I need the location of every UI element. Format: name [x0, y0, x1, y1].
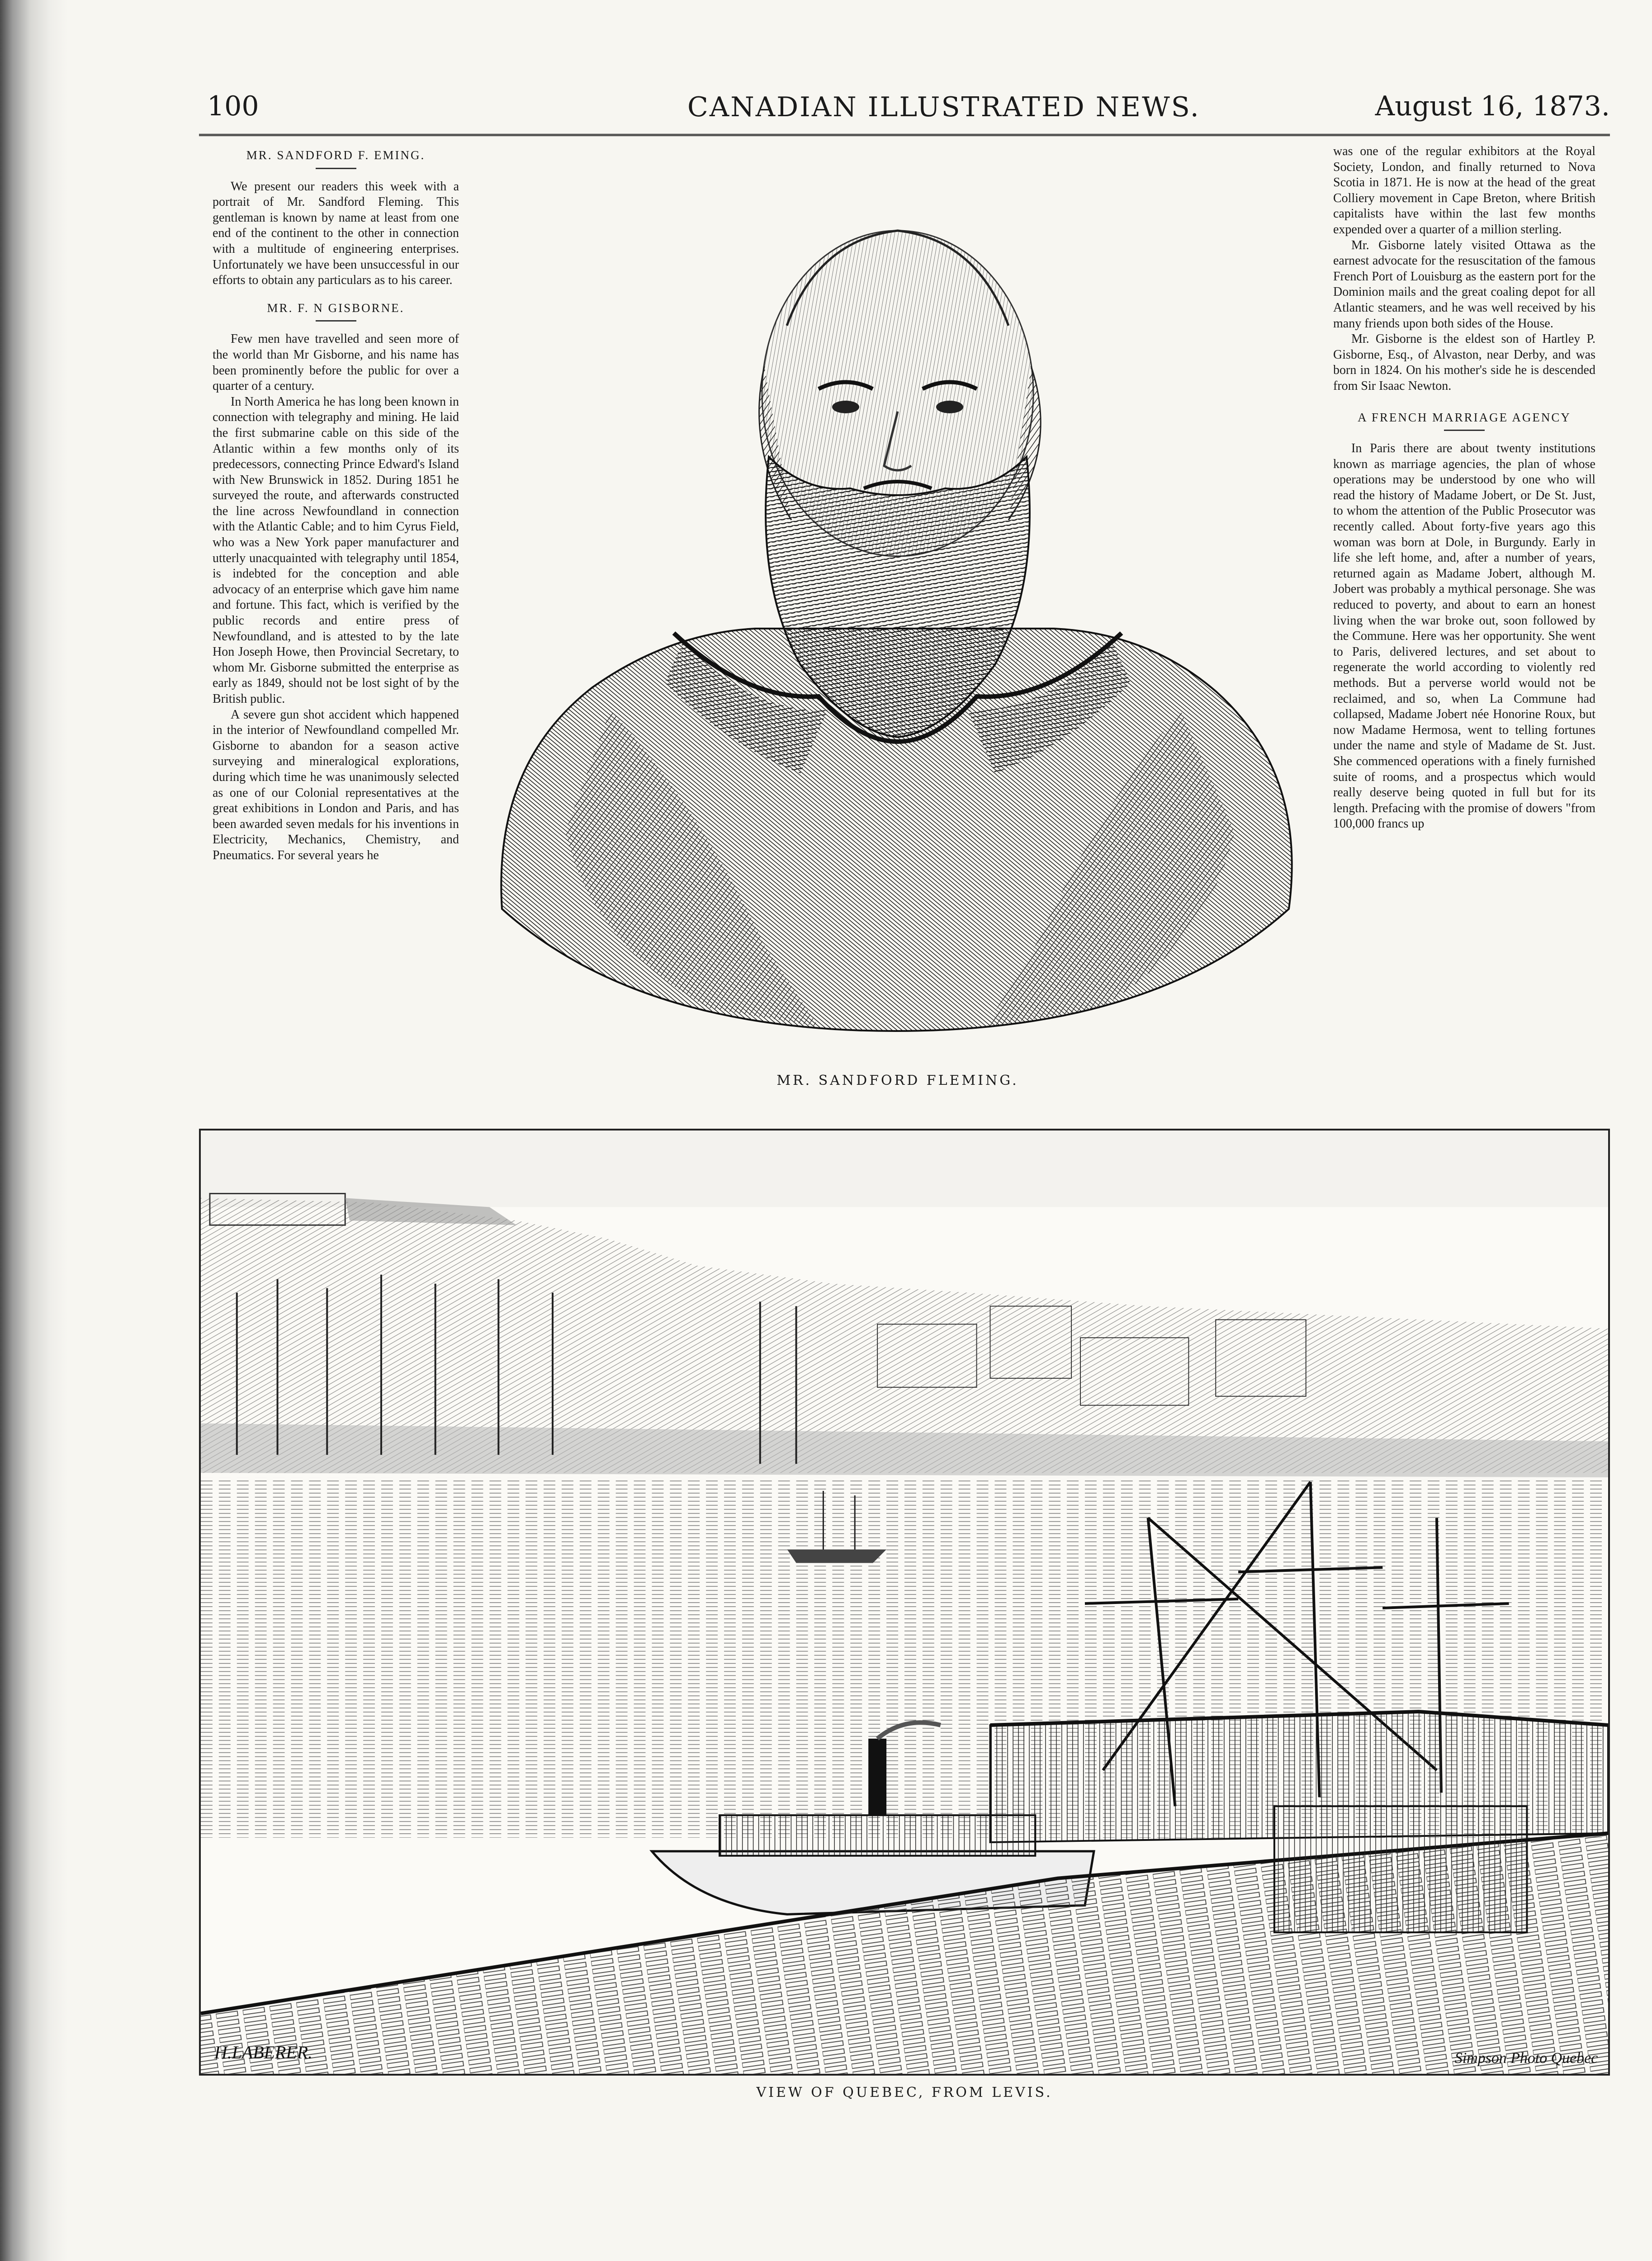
article-paragraph: A severe gun shot accident which happened in the interior of Newfoundland compelled Mr. Gisborne to abandon for a season active surveying and mineralogical explorations, during which time he was unanimously selected as one of our Colonial representatives at the great exhibitions in London and Paris, and has been awarded seven medals for his inventions in Electricity, Mechanics, Chemistry, and Pneumatics. For several years he [213, 707, 459, 862]
heading-rule [1444, 430, 1485, 431]
article-paragraph: Few men have travelled and seen more of the world than Mr Gisborne, and his name has been prominently before the public for over a quarter of a century. [213, 332, 459, 393]
article-paragraph: In North America he has long been known in connection with telegraphy and mining. He laid the first submarine cable on this side of the Atlantic within a few months only of its predecessors, connecting Prince Edward's Island with New Brunswick in 1852. During 1851 he surveyed the route, and afterwards constructed the line across Newfoundland in connection with the Atlantic Cable; and to him Cyrus Field, who was a New York paper manufacturer and utterly unacquainted with telegraphy until 1854, is indebted for the conception and able advocacy of an enterprise which gave him name and fortune. This fact, which is verified by the public records and entire press of Newfoundland, and is attested to by the late Hon Joseph Howe, then Provincial Secretary, to whom Mr. Gisborne submitted the enterprise as early as 1849, should not be lost sight of by the British public. [213, 394, 459, 706]
header-rule [199, 134, 1610, 136]
article-paragraph: was one of the regular exhibitors at the Royal Society, London, and finally returned to Nova Scotia in 1871. He is now at the head of the great Colliery movement in Cape Breton, where British capitalists have within the last few months expended over a quarter of a million sterling. [1333, 144, 1595, 237]
article-paragraph: We present our readers this week with a portrait of Mr. Sandford Fleming. This gentleman is known by name at least from one end of the continent to the other in connection with a multitude of engineering enterprises. Unfortunately we have been unsuccessful in our efforts to obtain any particulars as to his career. [213, 179, 459, 288]
issue-date: August 16, 1873. [1375, 90, 1610, 122]
heading-rule [316, 320, 356, 322]
engraver-signature: H.LABERER. [214, 2042, 313, 2063]
article-paragraph: Mr. Gisborne lately visited Ottawa as the earnest advocate for the resuscitation of the famous French Port of Louisburg as the eastern port for the Dominion mails and the great coaling depot for all Atlantic steamers, and he was well received by his many friends upon both sides of the House. [1333, 238, 1595, 331]
page-number: 100 [207, 90, 259, 122]
article-paragraph: Mr. Gisborne is the eldest son of Hartley P. Gisborne, Esq., of Alvaston, near Derby, and was born in 1824. On his mother's side he is descended from Sir Isaac Newton. [1333, 332, 1595, 393]
heading-rule [316, 168, 356, 169]
view-caption: VIEW OF QUEBEC, FROM LEVIS. [756, 2085, 1053, 2100]
article-heading-fleming: MR. SANDFORD F. EMING. [246, 148, 426, 162]
page-spine-shadow [0, 0, 68, 2261]
article-heading-gisborne: MR. F. N GISBORNE. [267, 301, 405, 315]
page-header [199, 90, 1610, 140]
left-column [213, 144, 459, 1112]
portrait-caption: MR. SANDFORD FLEMING. [776, 1073, 1019, 1088]
article-paragraph: In Paris there are about twenty institutions known as marriage agencies, the plan of whose operations may be understood by one who will read the history of Madame Jobert, or De St. Just, to whom the attention of the Public Prosecutor was recently called. About forty-five years ago this woman was born at Dole, in Burgundy. Early in life she left home, and, after a number of years, returned again as Madame Jobert, although M. Jobert was probably a mythical personage. She was reduced to poverty, and about to earn an honest living when the war broke out, soon followed by the Commune. Here was her opportunity. She went to Paris, delivered lectures, and set about to regenerate the world according to violently red methods. But a perverse world would not be reclaimed, and so, when La Commune had collapsed, Madame Jobert née Honorine Roux, but now Madame Hermosa, went to telling fortunes under the name and style of Madame de St. Just. She commenced operations with a finely furnished suite of rooms, and a prospectus which would really deserve being quoted in full but for its length. Prefacing with the promise of dowers "from 100,000 francs up [1333, 441, 1595, 831]
right-column [1333, 144, 1595, 1121]
masthead: CANADIAN ILLUSTRATED NEWS. [687, 91, 1200, 123]
article-heading-marriage-agency: A FRENCH MARRIAGE AGENCY [1358, 410, 1571, 424]
photographer-signature: Simpson Photo Quebec [1454, 2050, 1598, 2067]
quebec-view-engraving [199, 1129, 1610, 2076]
portrait-engraving [475, 176, 1321, 1036]
